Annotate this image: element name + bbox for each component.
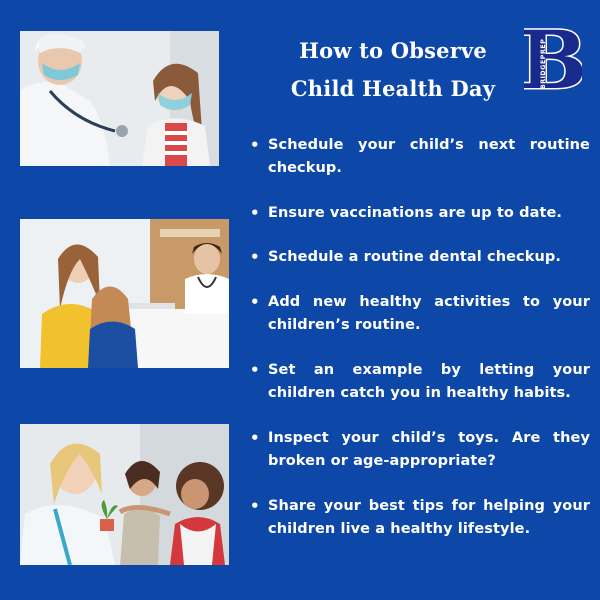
tips-list [250,134,590,541]
logo-text: BRIDGEPREP [539,38,547,90]
tip-item: • Set an example by letting your children catch you in healthy habits. [250,359,590,405]
tip-item: • Add new healthy activities to your children’s routine. [250,291,590,337]
doctor-mother-child-photo [20,424,229,565]
tip-item: • Share your best tips for helping your children live a healthy lifestyle. [250,495,590,541]
tip-item: • Schedule your child’s next routine checkup. [250,134,590,180]
title-line-1: How to Observe [299,38,487,63]
doctor-examining-child-illustration [20,31,219,166]
mother-daughter-doctor-visit-photo [20,219,229,368]
mother-daughter-doctor-illustration [20,219,229,368]
bridgeprep-logo-mark [524,22,582,94]
tip-item: • Inspect your child’s toys. Are they broken or age-appropriate? [250,427,590,473]
doctor-mother-child-illustration [20,424,229,565]
page-title [268,32,518,108]
tip-item: • Schedule a routine dental checkup. [250,246,590,269]
doctor-examining-child-photo [20,31,219,166]
title-line-2: Child Health Day [290,76,496,101]
logo-letter: B [524,22,582,94]
bridgeprep-logo [524,22,582,94]
tip-item: • Ensure vaccinations are up to date. [250,202,590,225]
